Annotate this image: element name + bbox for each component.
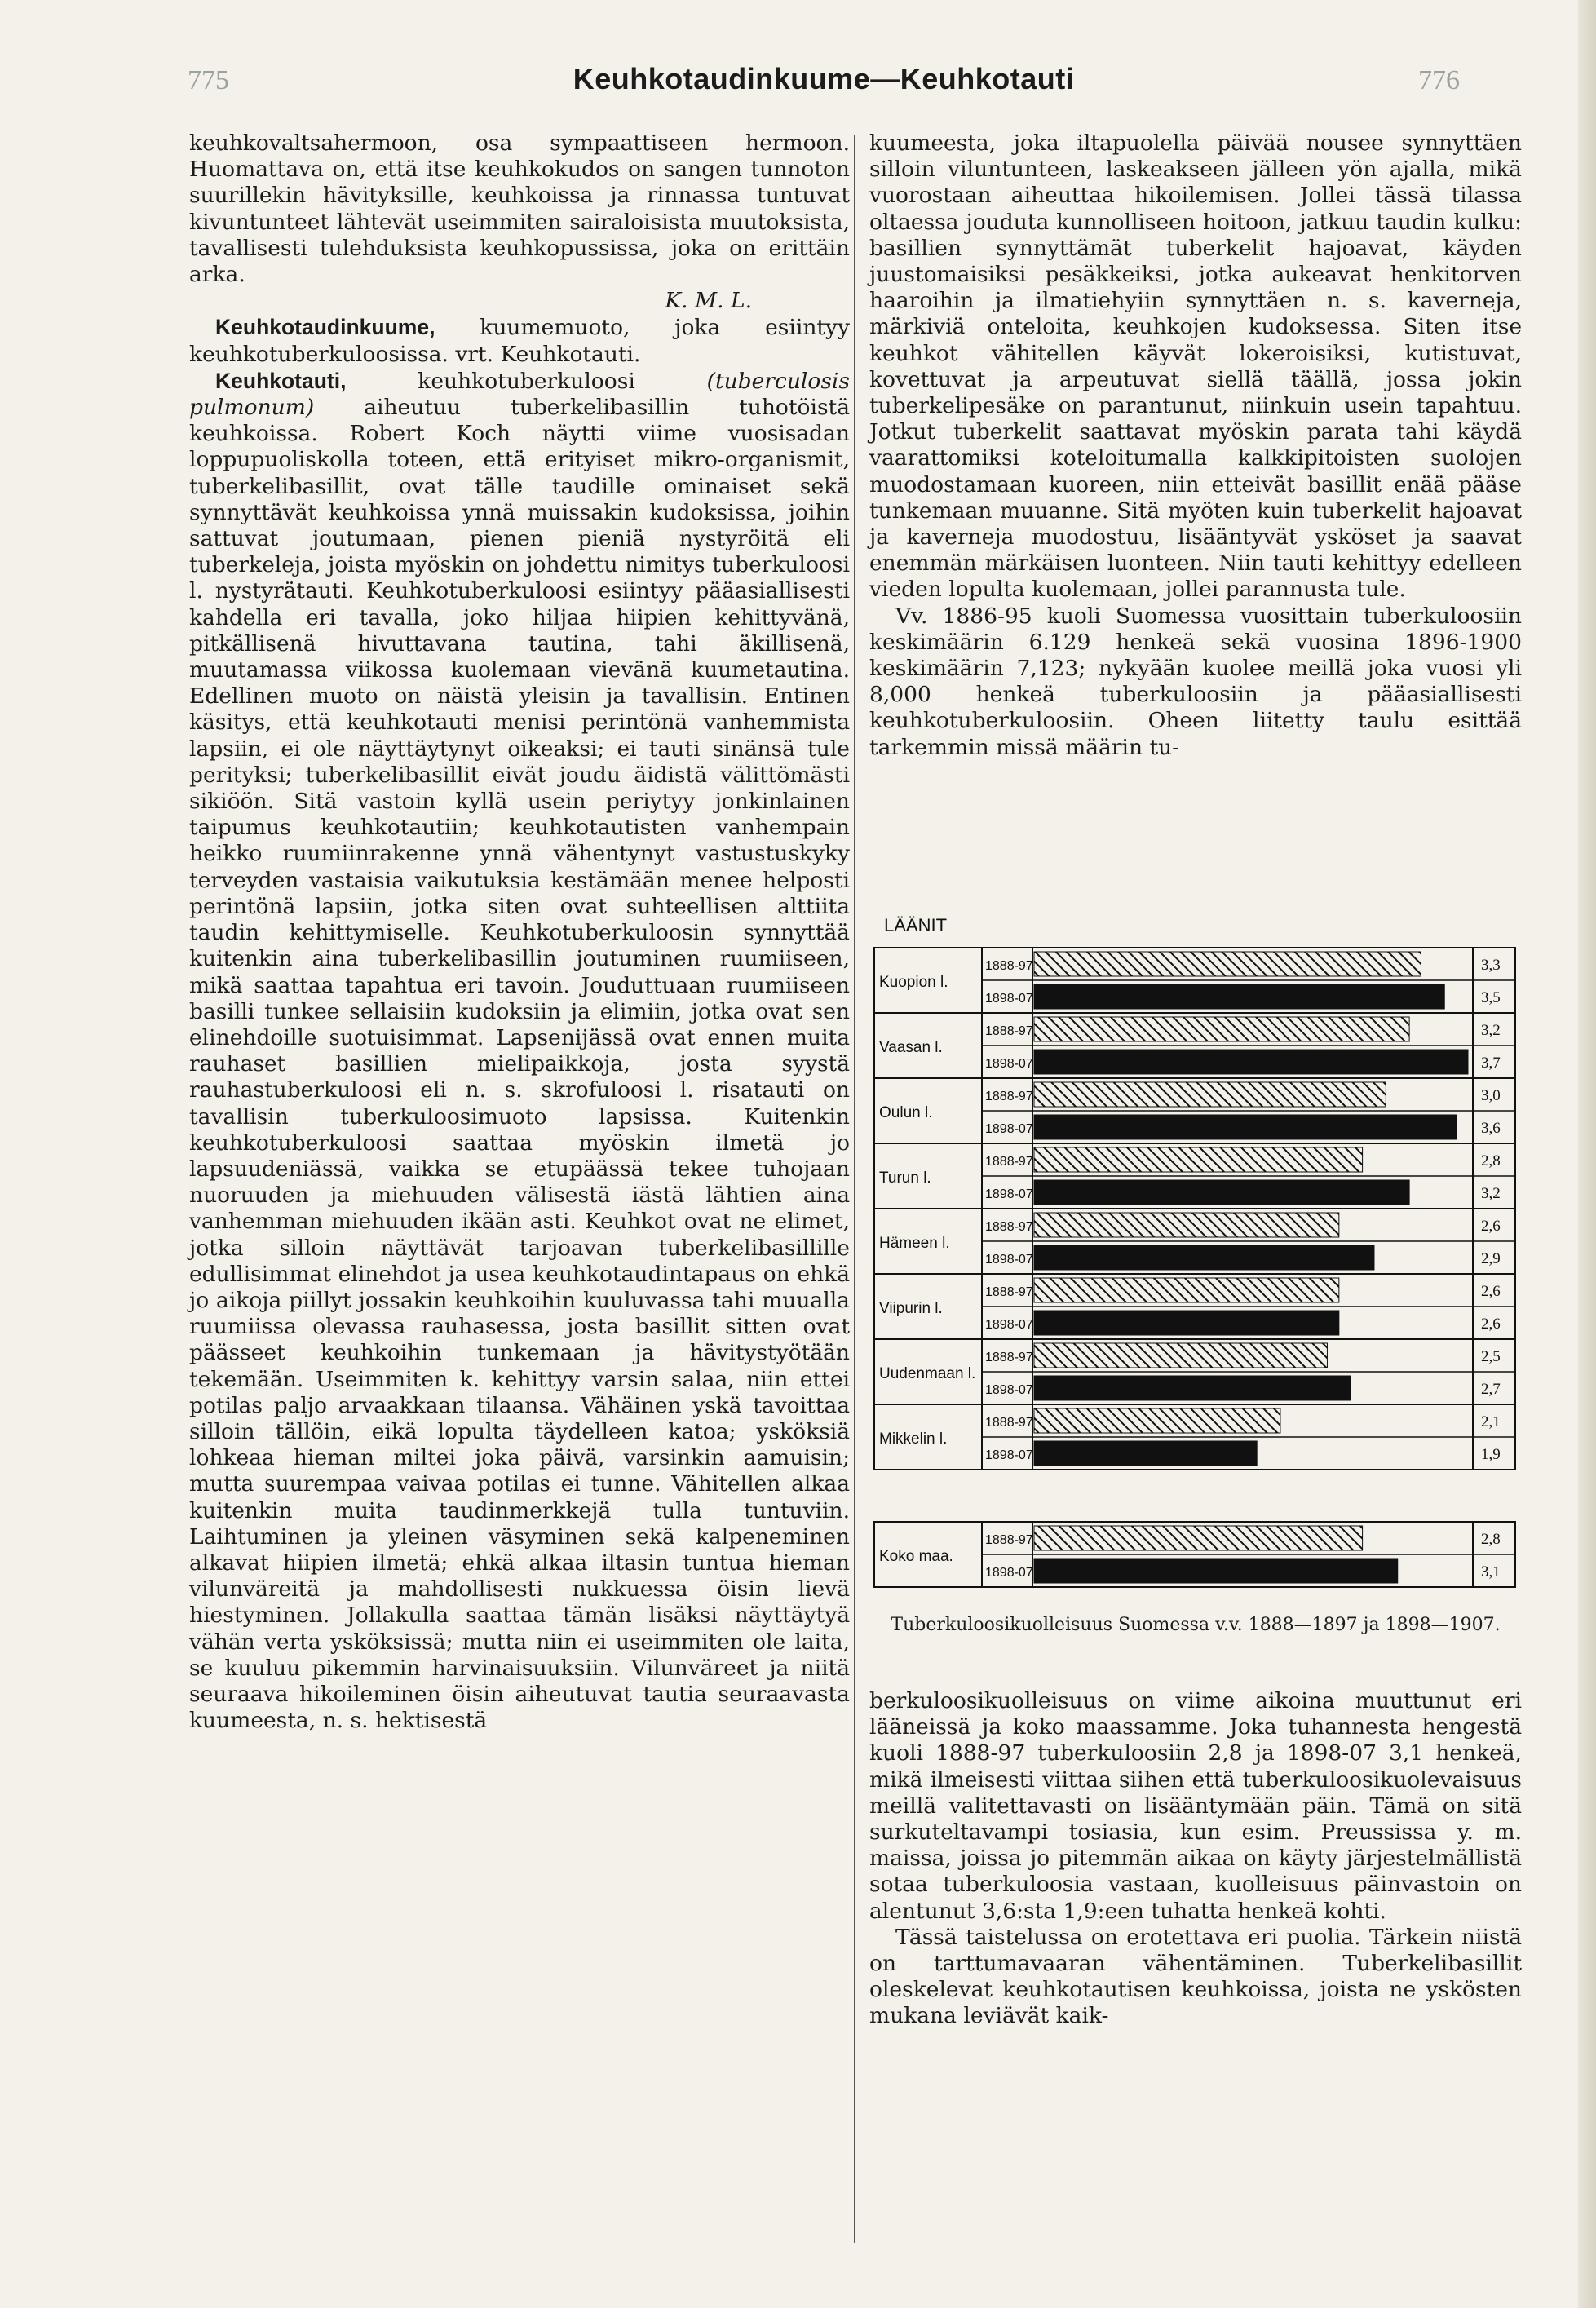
entry-keuhkotaudinkuume bbox=[189, 314, 850, 367]
period-label: 1898-07 bbox=[985, 1057, 1033, 1071]
region-label: Hämeen l. bbox=[879, 1235, 950, 1252]
period-label: 1888-97 bbox=[985, 1090, 1033, 1103]
value-label: 3,7 bbox=[1481, 1055, 1501, 1072]
bar-1898-07 bbox=[1034, 1050, 1468, 1074]
bar-1898-07 bbox=[1034, 1376, 1351, 1400]
bar-1888-97 bbox=[1034, 952, 1421, 976]
paragraph: kuumeesta, joka iltapuolella päivää nousee synnyttäen silloin viluntunteen, laskeakseen jälleen yön ajalla, mikä vuorostaan aiheuttaa hikoilemisen. Jollei tässä tilassa oltaessa jouduta kunnolliseen hoitoon, jatkuu taudin kulku: basillien synnyttämät tuberkelit hajoavat, käyden juustomaisiksi pesäkkeiksi, jotka aukeavat henkitorven haaroihin ja ilmatiehyiin synnyttäen n. s. kaverneja, märkiviä onteloita, keuhkojen kudoksessa. Siten itse keuhkot vähitellen käyvät lokeroisiksi, kutistuvat, kovettuvat ja arpeutuvat siellä täällä, jossa jokin tuberkelipesäke on parantunut, niinkuin usein tapahtuu. Jotkut tuberkelit saattavat myöskin parata tahi käydä vaarattomiksi koteloitumalla kalkkipitoisten suolojen muodostamaan kuoreen, niin etteivät basillit enää pääse tunkemaan muuanne. Sitä myöten kuin tuberkelit hajoavat ja kaverneja muodostuu, lisääntyvät ysköset ja saavat enemmän märkäisen luonteen. Niin tauti kehittyy edelleen vieden lopulta kuolemaan, jollei parannusta tule. bbox=[869, 130, 1522, 603]
chart-caption: Tuberkuloosikuolleisuus Suomessa v.v. 1888—1897 ja 1898—1907. bbox=[891, 1615, 1501, 1635]
right-column-lower bbox=[869, 1688, 1522, 2030]
value-label: 3,2 bbox=[1481, 1022, 1501, 1039]
period-label: 1898-07 bbox=[985, 1122, 1033, 1136]
region-label: Uudenmaan l. bbox=[879, 1365, 976, 1382]
bar-1888-97 bbox=[1034, 1278, 1339, 1302]
page-number-left: 775 bbox=[188, 65, 229, 95]
value-label: 1,9 bbox=[1481, 1446, 1501, 1463]
bar-1888-97 bbox=[1034, 1213, 1339, 1237]
paragraph-text: keuhkovaltsahermoon, osa sympaattiseen hermoon. Huomattava on, että itse keuhkokudos on sangen tunnoton suurillekin hävityksille, keuhkoissa ja rinnassa tuntuvat kivuntunteet lähtevät useimmiten sairaloisista muutoksista, tavallisesti tulehduksista keuhkopussissa, joka on erittäin arka. bbox=[189, 130, 850, 288]
bar-1888-97 bbox=[1034, 1017, 1409, 1041]
bar-1898-07 bbox=[1034, 1559, 1398, 1583]
value-label: 3,6 bbox=[1481, 1120, 1501, 1137]
period-label: 1888-97 bbox=[985, 1285, 1033, 1299]
region-label: Mikkelin l. bbox=[879, 1430, 948, 1448]
left-column bbox=[189, 130, 850, 1734]
period-label: 1898-07 bbox=[985, 1187, 1033, 1201]
value-label: 3,1 bbox=[1481, 1563, 1501, 1581]
value-label: 3,5 bbox=[1481, 989, 1501, 1006]
bar-1898-07 bbox=[1034, 1311, 1339, 1335]
value-label: 2,5 bbox=[1481, 1348, 1501, 1365]
right-column-upper bbox=[869, 130, 1522, 761]
page-number-right: 776 bbox=[1418, 65, 1460, 95]
period-label: 1898-07 bbox=[985, 992, 1033, 1006]
region-label: Koko maa. bbox=[879, 1548, 953, 1565]
value-label: 2,7 bbox=[1481, 1381, 1501, 1398]
period-label: 1898-07 bbox=[985, 1448, 1033, 1462]
paragraph bbox=[189, 130, 850, 288]
region-label: Viipurin l. bbox=[879, 1300, 943, 1317]
region-label: Turun l. bbox=[879, 1169, 931, 1187]
period-label: 1888-97 bbox=[985, 1024, 1033, 1038]
column-divider bbox=[854, 135, 855, 2243]
entry-headword: Keuhkotauti, bbox=[215, 368, 347, 393]
bar-1898-07 bbox=[1034, 1441, 1257, 1466]
value-label: 3,0 bbox=[1481, 1087, 1501, 1104]
running-title: Keuhkotaudinkuume—Keuhkotauti bbox=[573, 62, 1075, 95]
bar-1898-07 bbox=[1034, 1115, 1457, 1139]
value-label: 2,6 bbox=[1481, 1218, 1501, 1235]
value-label: 3,3 bbox=[1481, 957, 1501, 974]
period-label: 1888-97 bbox=[985, 1416, 1033, 1430]
region-label: Oulun l. bbox=[879, 1104, 933, 1121]
value-label: 2,1 bbox=[1481, 1413, 1501, 1430]
page-edge bbox=[1578, 0, 1596, 2308]
entry-headword: Keuhkotaudinkuume, bbox=[215, 315, 435, 340]
bar-1898-07 bbox=[1034, 1245, 1374, 1270]
chart-svg bbox=[869, 912, 1522, 1613]
period-label: 1888-97 bbox=[985, 1155, 1033, 1169]
paragraph: Tässä taistelussa on erotettava eri puolia. Tärkein niistä on tarttumavaaran vähentäminen. Tuberkelibasillit oleskelevat keuhkotautisen keuhkoissa, joista ne yskösten mukana leviävät kaik- bbox=[869, 1924, 1522, 2029]
period-label: 1888-97 bbox=[985, 959, 1033, 973]
entry-text: aiheutuu tuberkelibasillin tuhotöistä keuhkoissa. Robert Koch näytti viime vuosisadan loppupuoliskolla toteen, että erityiset mikro-organismit, tuberkelibasillit, ovat tälle taudille ominaiset sekä synnyttävät keuhkoissa ynnä muissakin kudoksissa, joihin sattuvat joutumaan, pienen pieniä nystyröitä eli tuberkeleja, joista myöskin on johdettu nimitys tuberkuloosi l. nystyrätauti. Keuhkotuberkuloosi esiintyy pääasiallisesti kahdella eri tavalla, joko hiljaa hiipien kehittyvänä, pitkällisenä hivuttavana tautina, tahi äkillisenä, muutamassa viikossa kuolemaan vievänä kuumetautina. Edellinen muoto on näistä yleisin ja tavallisin. Entinen käsitys, että keuhkotauti menisi perintönä vanhemmista lapsiin, ei ole näyttäytynyt oikeaksi; ei tauti sinänsä tule perityksi; tuberkelibasillit eivät joudu äidistä välittömästi sikiöön. Sitä vastoin kyllä usein periytyy jonkinlainen taipumus keuhkotautiin; keuhkotautisten vanhempain heikko ruumiinrakenne ynnä vähentynyt vastustuskyky terveyden vastaisia vaikutuksia kestämään menee helposti perintönä lapsiin, jotka siten ovat suhteellisen alttiita taudin kehittymiselle. Keuhkotuberkuloosin synnyttää kuitenkin aina tuberkelibasillin joutuminen ruumiiseen, mikä saattaa tapahtua eri tavoin. Jouduttuaan ruumiiseen basilli tunkee sellaisiin kudoksiin ja elimiin, jotka ovat sen elinehdoille suotuisimmat. Lapsenijässä ovat ennen muita rauhaset basillien mielipaikkoja, josta syystä rauhastuberkuloosi eli n. s. skrofuloosi l. risatauti on tavallisin tuberkuloosimuoto lapsissa. Kuitenkin keuhkotuberkuloosi saattaa myöskin ilmetä jo lapsuudeniässä, vaikka se etupäässä tekee tuhojaan nuoruuden ja miehuuden välisestä iästä lähtien aina vanhemman miehuuden ikään asti. Keuhkot ovat ne elimet, jotka silloin näyttävät tarjoavan tuberkelibasillille edullisimmat elinehdot ja usea keuhkotaudintapaus on ehkä jo aikoja piillyt jossakin keuhkoihin kuuluvassa tahi muualla ruumiissa olevassa rauhasessa, josta basillit sitten ovat päässeet keuhkoihin tunkemaan ja hävitystyötään tekemään. Useimmiten k. kehittyy varsin salaa, niin ettei potilas paljo arvaakkaan tilaansa. Vähäinen yskä tavoittaa silloin tällöin, eikä lopulta täydelleen katoa; ysköksiä lohkeaa hieman miltei joka päivä, varsinkin aamuisin; mutta suurempaa vaivaa potilas ei tunne. Vähitellen alkaa kuitenkin muita taudinmerkkejä tulla tuntuviin. Laihtuminen ja yleinen väsyminen sekä kalpeneminen alkavat hiipien ilmetä; ehkä alkaa iltasin tuntua hieman vilunväreitä ja mahdollisesti nukkuessa öisin lievä hiestyminen. Jollakulla saattaa tämän lisäksi näyttäytyä vähän verta ysköksissä; mutta niin ei useimmiten ole laita, se kuuluu pikemmin harvinaisuuksiin. Vilunväreet ja niitä seuraava hikoileminen öisin aiheutuvat tautia seuraavasta kuumeesta, n. s. hektisestä bbox=[189, 395, 850, 1734]
bar-1898-07 bbox=[1034, 984, 1444, 1009]
period-label: 1898-07 bbox=[985, 1566, 1033, 1580]
page-header bbox=[188, 57, 1460, 106]
bar-1898-07 bbox=[1034, 1180, 1409, 1205]
period-label: 1898-07 bbox=[985, 1253, 1033, 1267]
latin-term: (tuberculosis pulmonum) bbox=[189, 368, 850, 421]
mortality-chart bbox=[869, 912, 1522, 1646]
region-label: Vaasan l. bbox=[879, 1039, 943, 1056]
value-label: 2,6 bbox=[1481, 1315, 1501, 1333]
region-label: Kuopion l. bbox=[879, 974, 948, 991]
period-label: 1898-07 bbox=[985, 1383, 1033, 1397]
paragraph: berkuloosikuolleisuus on viime aikoina muuttunut eri lääneissä ja koko maassamme. Joka tuhannesta hengestä kuoli 1888-97 tuberkuloosiin 2,8 ja 1898-07 3,1 henkeä, mikä ilmeisesti viittaa siihen että tuberkuloosikuolevaisuus meillä valitettavasti on lisääntymään päin. Tämä on sitä surkuteltavampi tosiasia, kun esim. Preussissa y. m. maissa, joissa jo pitemmän aikaa on käyty järjestelmällistä sotaa tuberkuloosia vastaan, kuolleisuus päinvastoin on alentunut 3,6:sta 1,9:een tuhatta henkeä kohti. bbox=[869, 1688, 1522, 1924]
period-label: 1888-97 bbox=[985, 1220, 1033, 1234]
bar-1888-97 bbox=[1034, 1343, 1327, 1368]
entry-text: keuhkotuberkuloosi bbox=[346, 368, 707, 394]
entry-text: kuumemuoto, joka esiintyy keuhkotuberkuloosissa. vrt. Keuhkotauti. bbox=[189, 315, 850, 367]
paragraph: Vv. 1886-95 kuoli Suomessa vuosittain tuberkuloosiin keskimäärin 6.129 henkeä sekä vuosina 1896-1900 keskimäärin 7,123; nykyään kuolee meillä joka vuosi yli 8,000 henkeä tuberkuloosiin ja pääasiallisesti keuhkotuberkuloosiin. Oheen liitetty taulu esittää tarkemmin missä määrin tu- bbox=[869, 603, 1522, 760]
bar-1888-97 bbox=[1034, 1526, 1363, 1550]
chart-title: LÄÄNIT bbox=[884, 915, 948, 935]
period-label: 1888-97 bbox=[985, 1351, 1033, 1364]
bar-1888-97 bbox=[1034, 1408, 1280, 1433]
entry-keuhkotauti bbox=[189, 368, 850, 1735]
value-label: 2,6 bbox=[1481, 1283, 1501, 1300]
value-label: 2,8 bbox=[1481, 1152, 1501, 1169]
bar-1888-97 bbox=[1034, 1147, 1363, 1172]
bar-1888-97 bbox=[1034, 1082, 1386, 1107]
period-label: 1898-07 bbox=[985, 1318, 1033, 1332]
period-label: 1888-97 bbox=[985, 1533, 1033, 1547]
author-signature: K. M. L. bbox=[665, 288, 752, 314]
value-label: 2,9 bbox=[1481, 1250, 1501, 1267]
value-label: 3,2 bbox=[1481, 1185, 1501, 1202]
value-label: 2,8 bbox=[1481, 1531, 1501, 1548]
